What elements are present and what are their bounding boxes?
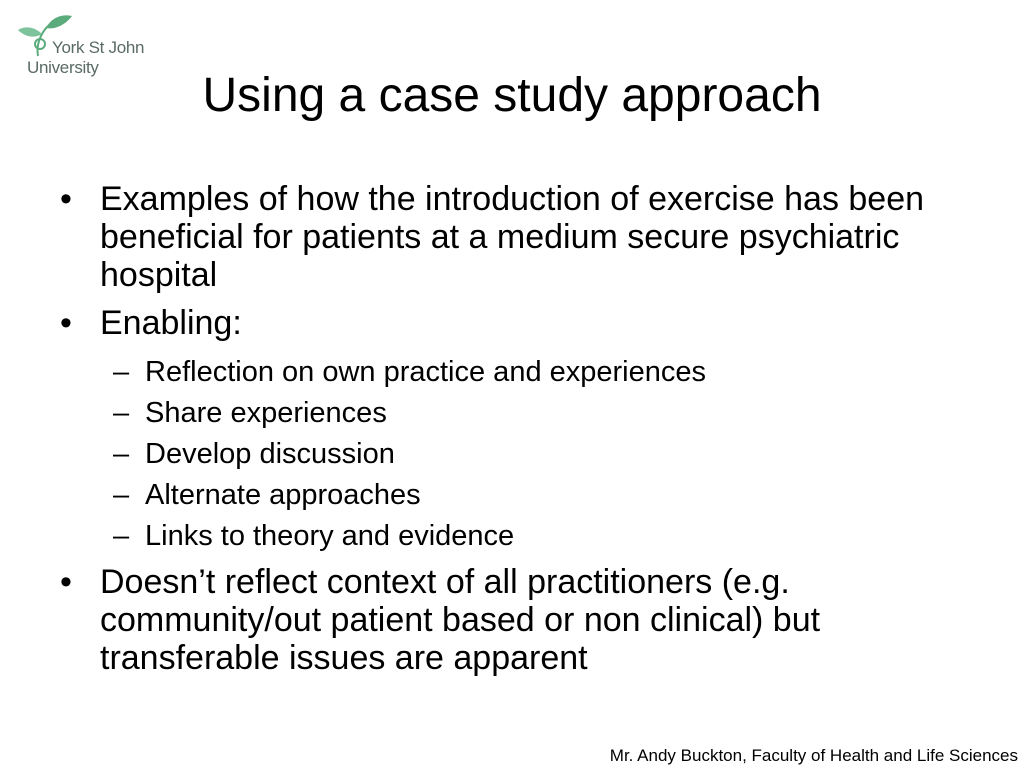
- slide-footer: Mr. Andy Buckton, Faculty of Health and Life Sciences: [609, 746, 1018, 765]
- sub-bullet-item: [60, 393, 960, 434]
- dash-glyph: –: [113, 356, 130, 388]
- sub-bullet-text: Share experiences: [145, 397, 387, 429]
- bullet-item: [60, 304, 960, 342]
- sub-bullet-list: [60, 352, 960, 557]
- dash-glyph: –: [113, 397, 130, 429]
- bullet-text: Examples of how the introduction of exercise has been beneficial for patients at a medium secure psychiatric hospital: [100, 180, 925, 294]
- bullet-item: [60, 180, 960, 294]
- sub-bullet-item: [60, 352, 960, 393]
- sub-bullet-item: [60, 516, 960, 557]
- logo-text-line1: York St John: [52, 38, 145, 57]
- sub-bullet-text: Develop discussion: [145, 438, 395, 470]
- bullet-text: Enabling:: [100, 304, 242, 342]
- bullet-glyph: •: [60, 304, 72, 342]
- bullet-glyph: •: [60, 180, 72, 218]
- sub-bullet-text: Alternate approaches: [145, 479, 421, 511]
- bullet-item: [60, 563, 960, 677]
- sub-bullet-item: [60, 475, 960, 516]
- dash-glyph: –: [113, 520, 130, 552]
- bullet-glyph: •: [60, 563, 72, 601]
- sub-bullet-item: [60, 434, 960, 475]
- logo-text-line2: University: [27, 58, 99, 77]
- dash-glyph: –: [113, 438, 130, 470]
- sub-bullet-text: Reflection on own practice and experiences: [145, 356, 706, 388]
- dash-glyph: –: [113, 479, 130, 511]
- bullet-list: [60, 180, 960, 687]
- bullet-text: Doesn’t reflect context of all practitioners (e.g. community/out patient based or non clinical) but transferable issues are apparent: [100, 563, 821, 677]
- slide-title: Using a case study approach: [202, 69, 822, 122]
- sub-bullet-text: Links to theory and evidence: [145, 520, 515, 552]
